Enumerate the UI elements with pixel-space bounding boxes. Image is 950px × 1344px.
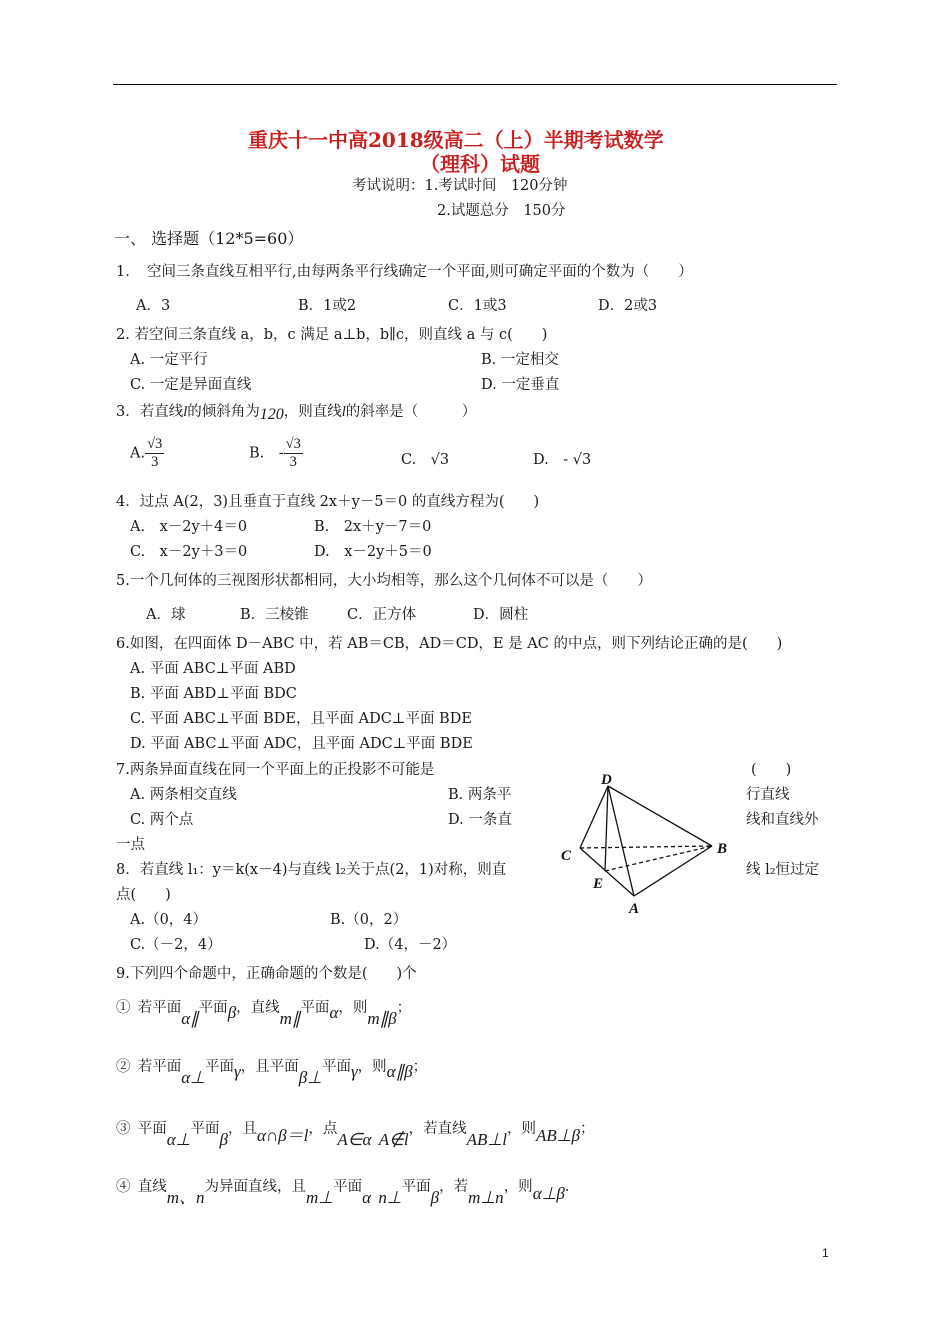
q7-option-a: A. 两条相交直线 — [130, 787, 237, 803]
q7-option-c: C. 两个点 — [130, 812, 194, 828]
q7-option-d: D. 一条直 — [448, 812, 512, 828]
q8-option-d: D.（4，－2） — [364, 937, 457, 953]
q8-stem: 8．若直线 l₁：y＝k(x－4)与直线 l₂关于点(2，1)对称，则直 — [116, 862, 507, 878]
q3-option-b: B. - $\frac{√3}{3}$ — [249, 436, 301, 470]
q8-stem-cont: 线 l₂恒过定 — [746, 862, 820, 878]
q8-option-a: A.（0，4） — [130, 912, 208, 928]
page-number: 1 — [822, 1246, 829, 1260]
label-D: D — [601, 772, 612, 788]
label-A: A — [629, 901, 640, 917]
q7-option-b: B. 两条平 — [448, 787, 512, 803]
q4-option-a: A. x－2y＋4＝0 — [130, 519, 248, 535]
tetrahedron-figure — [555, 768, 745, 918]
q8-option-c: C.（－2，4） — [130, 937, 222, 953]
title-line-2: （理科）试题 — [420, 152, 540, 176]
q5-option-a: A．球 — [146, 607, 186, 623]
q6-option-b: B. 平面 ABD⊥平面 BDC — [130, 686, 297, 702]
q4-option-b: B. 2x＋y－7＝0 — [314, 519, 432, 535]
q1-stem: 1． 空间三条直线互相平行,由每两条平行线确定一个平面,则可确定平面的个数为（ ） — [116, 264, 693, 280]
q4-option-d: D. x－2y＋5＝0 — [314, 544, 432, 560]
q8-stem-tail: 点( ) — [116, 887, 171, 903]
edge-EB-hidden — [605, 846, 712, 871]
q6-option-a: A. 平面 ABC⊥平面 ABD — [130, 661, 296, 677]
exam-note-1: 考试说明：1.考试时间 120分钟 — [352, 178, 568, 194]
q7-answer-paren: ( ) — [751, 762, 792, 778]
q8-option-b: B.（0，2） — [330, 912, 408, 928]
q1-option-a: A．3 — [136, 298, 171, 314]
edge-AB — [634, 846, 712, 896]
q3-option-a: A. $\frac{√3}{3}$ — [130, 436, 163, 470]
q7-option-d-cont: 线和直线外 — [746, 812, 819, 828]
q9-proposition-2: ② 若平面α⊥平面γ，且平面β⊥平面γ，则α∥β； — [116, 1059, 428, 1087]
q2-option-a: A. 一定平行 — [130, 352, 208, 368]
q5-option-d: D．圆柱 — [473, 607, 529, 623]
title-line-1: 重庆十一中高2018级高二（上）半期考试数学 — [248, 128, 664, 152]
edge-DC — [580, 786, 608, 848]
q9-proposition-4: ④ 直线m、n为异面直线，且m⊥平面α n⊥平面β，若m⊥n，则α⊥β. — [116, 1179, 570, 1207]
q3-option-c: C. √3 — [401, 452, 450, 468]
q1-option-d: D．2或3 — [598, 298, 658, 314]
q9-proposition-1: ① 若平面α∥平面β，直线m∥平面α，则m∥β； — [116, 1000, 412, 1028]
q5-option-b: B．三棱锥 — [240, 607, 309, 623]
q1-option-c: C．1或3 — [448, 298, 507, 314]
q7-stem: 7.两条异面直线在同一个平面上的正投影不可能是 — [116, 762, 435, 778]
q2-option-d: D. 一定垂直 — [481, 377, 560, 393]
q6-option-d: D. 平面 ABC⊥平面 ADC，且平面 ADC⊥平面 BDE — [130, 736, 473, 752]
q9-stem: 9.下列四个命题中，正确命题的个数是( )个 — [116, 966, 417, 982]
exam-note-2: 2.试题总分 150分 — [437, 203, 566, 219]
header-rule — [113, 84, 837, 85]
q7-option-b-cont: 行直线 — [746, 787, 790, 803]
q5-option-c: C．正方体 — [347, 607, 417, 623]
label-C: C — [561, 848, 572, 864]
q3-option-d: D. - √3 — [533, 452, 592, 468]
section-heading: 一、 选择题（12*5=60） — [114, 229, 304, 248]
edge-DE — [605, 786, 608, 871]
q9-proposition-3: ③ 平面α⊥平面β，且α∩β＝l，点A∈α A∉l，若直线AB⊥l，则AB⊥β； — [116, 1121, 595, 1149]
q7-option-d-tail: 一点 — [116, 837, 145, 853]
edge-DA — [608, 786, 634, 896]
q4-option-c: C. x－2y＋3＝0 — [130, 544, 248, 560]
label-E: E — [593, 876, 604, 892]
q2-option-c: C. 一定是异面直线 — [130, 377, 252, 393]
q1-option-b: B．1或2 — [298, 298, 357, 314]
q2-stem: 2. 若空间三条直线 a，b，c 满足 a⊥b，b∥c，则直线 a 与 c( ) — [116, 327, 548, 343]
edge-CA — [580, 848, 634, 896]
q3-stem: 3．若直线l的倾斜角为120，则直线l的斜率是（ ） — [116, 404, 477, 423]
q4-stem: 4．过点 A(2，3)且垂直于直线 2x＋y－5＝0 的直线方程为( ) — [116, 494, 540, 510]
edge-CB-hidden — [580, 846, 712, 848]
q2-option-b: B. 一定相交 — [481, 352, 559, 368]
edge-DB — [608, 786, 712, 846]
label-B: B — [717, 841, 728, 857]
q6-stem: 6.如图，在四面体 D－ABC 中，若 AB＝CB，AD＝CD，E 是 AC 的中点，则下列结论正确的是( ) — [116, 636, 783, 652]
q5-stem: 5.一个几何体的三视图形状都相同，大小均相等，那么这个几何体不可以是（ ） — [116, 573, 652, 589]
q6-option-c: C. 平面 ABC⊥平面 BDE，且平面 ADC⊥平面 BDE — [130, 711, 472, 727]
